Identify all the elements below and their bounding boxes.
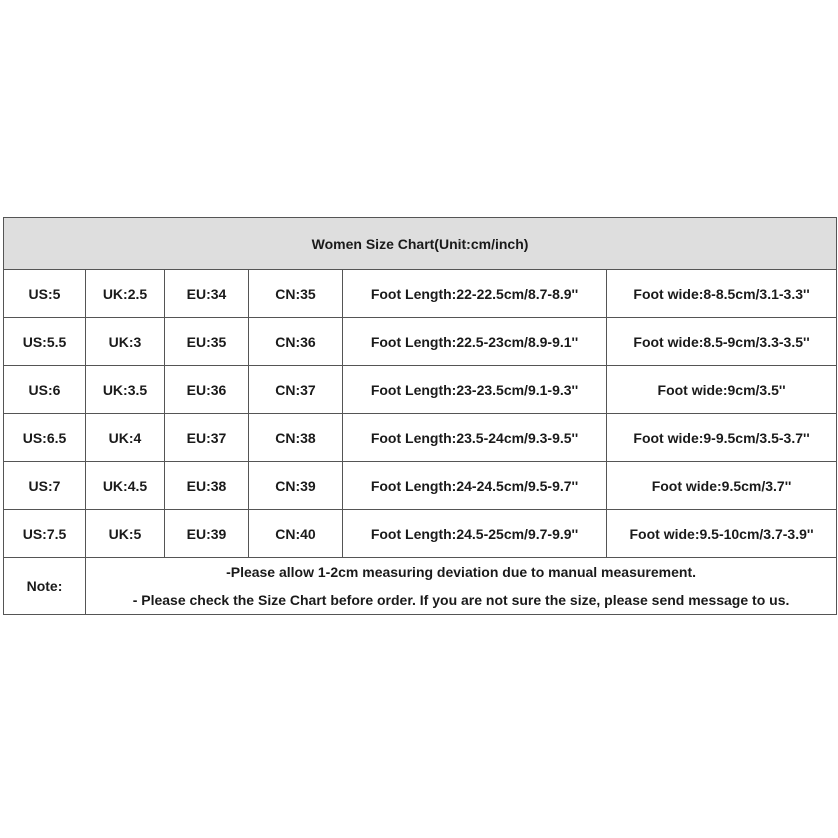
uk-size-cell: UK:3: [86, 318, 165, 366]
us-size-cell: US:6.5: [4, 414, 86, 462]
us-size-cell: US:7: [4, 462, 86, 510]
cn-size-cell: CN:40: [249, 510, 343, 558]
us-size-cell: US:7.5: [4, 510, 86, 558]
uk-size-cell: UK:3.5: [86, 366, 165, 414]
cn-size-cell: CN:36: [249, 318, 343, 366]
uk-size-cell: UK:5: [86, 510, 165, 558]
us-size-cell: US:5: [4, 270, 86, 318]
size-row: [4, 270, 837, 318]
note-row: [4, 558, 837, 615]
cn-size-cell: CN:37: [249, 366, 343, 414]
eu-size-cell: EU:34: [165, 270, 249, 318]
foot-width-cell: Foot wide:9-9.5cm/3.5-3.7'': [607, 414, 837, 462]
us-size-cell: US:6: [4, 366, 86, 414]
foot-length-cell: Foot Length:23.5-24cm/9.3-9.5'': [343, 414, 607, 462]
uk-size-cell: UK:2.5: [86, 270, 165, 318]
foot-length-cell: Foot Length:24.5-25cm/9.7-9.9'': [343, 510, 607, 558]
uk-size-cell: UK:4.5: [86, 462, 165, 510]
eu-size-cell: EU:36: [165, 366, 249, 414]
us-size-cell: US:5.5: [4, 318, 86, 366]
note-line: - Please check the Size Chart before order. If you are not sure the size, please send message to us.: [132, 592, 790, 608]
eu-size-cell: EU:37: [165, 414, 249, 462]
eu-size-cell: EU:39: [165, 510, 249, 558]
chart-title: Women Size Chart(Unit:cm/inch): [4, 218, 837, 270]
foot-width-cell: Foot wide:8-8.5cm/3.1-3.3'': [607, 270, 837, 318]
foot-width-cell: Foot wide:9cm/3.5'': [607, 366, 837, 414]
size-row: [4, 414, 837, 462]
size-chart-table: [3, 217, 837, 615]
foot-width-cell: Foot wide:8.5-9cm/3.3-3.5'': [607, 318, 837, 366]
size-row: [4, 366, 837, 414]
foot-length-cell: Foot Length:22.5-23cm/8.9-9.1'': [343, 318, 607, 366]
eu-size-cell: EU:38: [165, 462, 249, 510]
foot-length-cell: Foot Length:23-23.5cm/9.1-9.3'': [343, 366, 607, 414]
foot-length-cell: Foot Length:22-22.5cm/8.7-8.9'': [343, 270, 607, 318]
cn-size-cell: CN:39: [249, 462, 343, 510]
foot-length-cell: Foot Length:24-24.5cm/9.5-9.7'': [343, 462, 607, 510]
foot-width-cell: Foot wide:9.5-10cm/3.7-3.9'': [607, 510, 837, 558]
size-row: [4, 510, 837, 558]
note-line: -Please allow 1-2cm measuring deviation due to manual measurement.: [226, 564, 696, 580]
eu-size-cell: EU:35: [165, 318, 249, 366]
title-row: [4, 218, 837, 270]
cn-size-cell: CN:38: [249, 414, 343, 462]
size-row: [4, 318, 837, 366]
uk-size-cell: UK:4: [86, 414, 165, 462]
note-label: Note:: [4, 558, 86, 615]
size-row: [4, 462, 837, 510]
note-text: [86, 558, 837, 615]
foot-width-cell: Foot wide:9.5cm/3.7'': [607, 462, 837, 510]
cn-size-cell: CN:35: [249, 270, 343, 318]
